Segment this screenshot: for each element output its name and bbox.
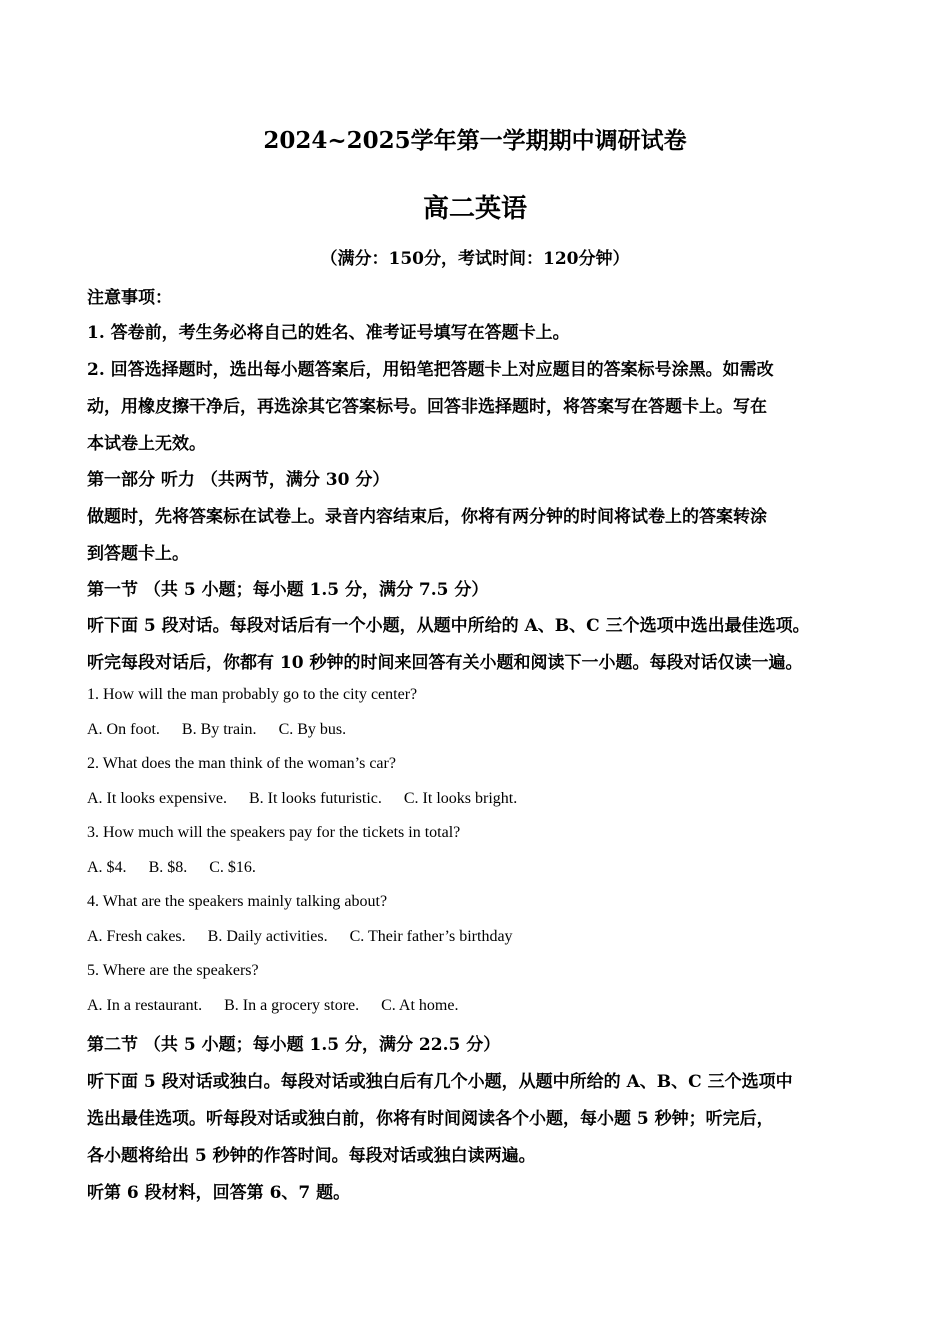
option-b: B. It looks futuristic.: [248, 790, 382, 807]
option-a: A. It looks expensive.: [87, 790, 227, 807]
section2-heading: 第二节 （共 5 小题；每小题 1.5 分，满分 22.5 分）: [87, 1035, 501, 1055]
option-a: A. On foot.: [87, 721, 160, 738]
subject-title: 高二英语: [422, 194, 527, 224]
question-4-options: [87, 928, 513, 946]
option-b: B. Daily activities.: [207, 928, 328, 945]
section1-intro-line-1: 听下面 5 段对话。每段对话后有一个小题，从题中所给的 A、B、C 三个选项中选出最佳选项。: [87, 616, 810, 636]
question-3-stem: 3. How much will the speakers pay for the tickets in total?: [87, 824, 461, 841]
score-info: （满分：150分，考试时间：120分钟）: [320, 249, 630, 269]
notes-heading: 注意事项：: [87, 288, 172, 308]
exam-title: 2024~2025学年第一学期期中调研试卷: [263, 127, 687, 154]
note-item-2-line-3: 本试卷上无效。: [87, 434, 206, 454]
question-2-options: [87, 790, 517, 808]
option-b: B. In a grocery store.: [224, 997, 360, 1014]
question-3-options: [87, 859, 256, 877]
option-c: C. Their father’s birthday: [349, 928, 513, 945]
question-5-stem: 5. Where are the speakers?: [87, 962, 259, 979]
part1-intro-line-1: 做题时，先将答案标在试卷上。录音内容结束后，你将有两分钟的时间将试卷上的答案转涂: [87, 507, 767, 527]
section1-heading: 第一节 （共 5 小题；每小题 1.5 分，满分 7.5 分）: [87, 580, 489, 600]
section2-intro-line-2: 选出最佳选项。听每段对话或独白前，你将有时间阅读各个小题，每小题 5 秒钟；听完后，: [87, 1109, 774, 1129]
option-a: A. $4.: [87, 859, 127, 876]
question-1-options: [87, 721, 346, 739]
question-4-stem: 4. What are the speakers mainly talking about?: [87, 893, 388, 910]
material-note: 听第 6 段材料，回答第 6、7 题。: [87, 1183, 351, 1203]
option-a: A. In a restaurant.: [87, 997, 203, 1014]
option-c: C. At home.: [381, 997, 459, 1014]
section2-intro-line-3: 各小题将给出 5 秒钟的作答时间。每段对话或独白读两遍。: [87, 1146, 536, 1166]
question-1-stem: 1. How will the man probably go to the city center?: [87, 686, 418, 703]
section2-intro-line-1: 听下面 5 段对话或独白。每段对话或独白后有几个小题，从题中所给的 A、B、C 三个选项中: [87, 1072, 793, 1092]
part1-intro-line-2: 到答题卡上。: [87, 544, 189, 564]
option-c: C. $16.: [209, 859, 256, 876]
option-c: C. By bus.: [278, 721, 347, 738]
option-b: B. $8.: [148, 859, 188, 876]
note-item-1: 1. 答卷前，考生务必将自己的姓名、准考证号填写在答题卡上。: [87, 323, 570, 343]
option-a: A. Fresh cakes.: [87, 928, 186, 945]
part1-heading: 第一部分 听力 （共两节，满分 30 分）: [87, 470, 390, 490]
question-5-options: [87, 997, 458, 1015]
note-item-2-line-2: 动，用橡皮擦干净后，再选涂其它答案标号。回答非选择题时，将答案写在答题卡上。写在: [87, 397, 767, 417]
option-b: B. By train.: [181, 721, 257, 738]
question-2-stem: 2. What does the man think of the woman’s car?: [87, 755, 396, 772]
section1-intro-line-2: 听完每段对话后，你都有 10 秒钟的时间来回答有关小题和阅读下一小题。每段对话仅读一遍。: [87, 653, 803, 673]
note-item-2-line-1: 2. 回答选择题时，选出每小题答案后，用铅笔把答题卡上对应题目的答案标号涂黑。如需改: [87, 360, 774, 380]
option-c: C. It looks bright.: [403, 790, 518, 807]
